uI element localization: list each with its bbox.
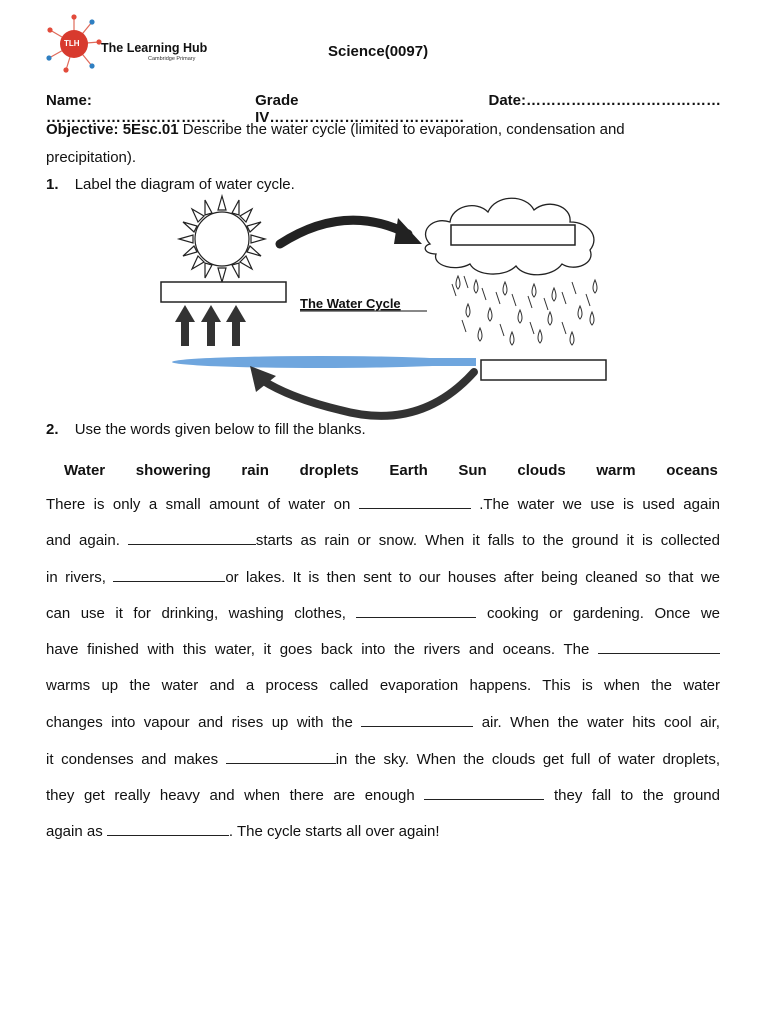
question-2 [46,421,366,438]
blank-4[interactable] [356,604,476,618]
passage-line: they get really heavy and when there are enough they fall to the ground [46,787,720,804]
objective-label: Objective: 5Esc.01 [46,121,179,138]
passage-line: warms up the water and a process called evaporation happens. This is when the water [46,677,720,694]
passage-line: can use it for drinking, washing clothes, cooking or gardening. Once we [46,605,720,622]
blank-2[interactable] [128,531,256,545]
word-bank-item: Sun [458,462,487,479]
logo-name: The Learning Hub [101,41,208,55]
word-bank-item: warm [596,462,636,479]
word-bank-item: oceans [666,462,718,479]
logo-tagline: Cambridge Primary [148,56,196,62]
passage-line: There is only a small amount of water on .The water we use is used again [46,496,720,513]
passage-line: changes into vapour and rises up with the air. When the water hits cool air, [46,714,720,731]
passage-line: have finished with this water, it goes back into the rivers and oceans. The [46,640,720,658]
objective-text: Describe the water cycle (limited to evaporation, condensation and [178,121,625,138]
evaporation-arrows-icon [175,305,246,346]
grade-field[interactable]: Grade IV………………………………… [255,92,465,126]
question-1-number: 1. [46,176,59,193]
passage-line: again as . The cycle starts all over again! [46,823,440,840]
passage-line: it condenses and makes in the sky. When the clouds get full of water droplets, [46,751,721,768]
sun-icon [179,196,265,282]
question-1 [46,176,295,193]
question-2-number: 2. [46,421,59,438]
word-bank-item: rain [241,462,269,479]
objective [46,116,726,172]
word-bank-item: Water [64,462,106,479]
passage-line: and again. starts as rain or snow. When it falls to the ground it is collected [46,532,720,549]
blank-1[interactable] [359,495,471,509]
word-bank-item: clouds [517,462,566,479]
date-field[interactable]: Date:………………………………… [488,92,721,109]
word-bank-item: Earth [389,462,428,479]
word-bank-item: droplets [299,462,359,479]
blank-6[interactable] [361,713,473,727]
condensation-label-box[interactable] [451,225,575,245]
blank-7[interactable] [226,750,336,764]
objective-text-cont: precipitation). [46,149,137,166]
blank-3[interactable] [113,568,225,582]
water-cycle-diagram [0,192,768,422]
evaporation-label-box[interactable] [161,282,286,302]
precipitation-label-box[interactable] [481,360,606,380]
arrow-to-water-icon [250,366,474,416]
logo-abbr: TLH [64,39,80,48]
arrow-to-cloud-icon [280,218,422,244]
name-field[interactable]: Name: ……………………………… [46,92,226,126]
question-1-text: Label the diagram of water cycle. [74,176,295,193]
blank-9[interactable] [107,822,229,836]
logo [44,14,214,74]
subject-title: Science(0097) [328,43,429,60]
question-2-text: Use the words given below to fill the blanks. [74,421,366,438]
word-bank [46,462,718,479]
diagram-title: The Water Cycle [300,296,401,311]
blank-8[interactable] [424,786,544,800]
word-bank-item: showering [135,462,211,479]
blank-5[interactable] [598,640,720,654]
passage-line: in rivers, or lakes. It is then sent to our houses after being cleaned so that we [46,569,721,586]
rain-drops-icon [452,276,597,345]
